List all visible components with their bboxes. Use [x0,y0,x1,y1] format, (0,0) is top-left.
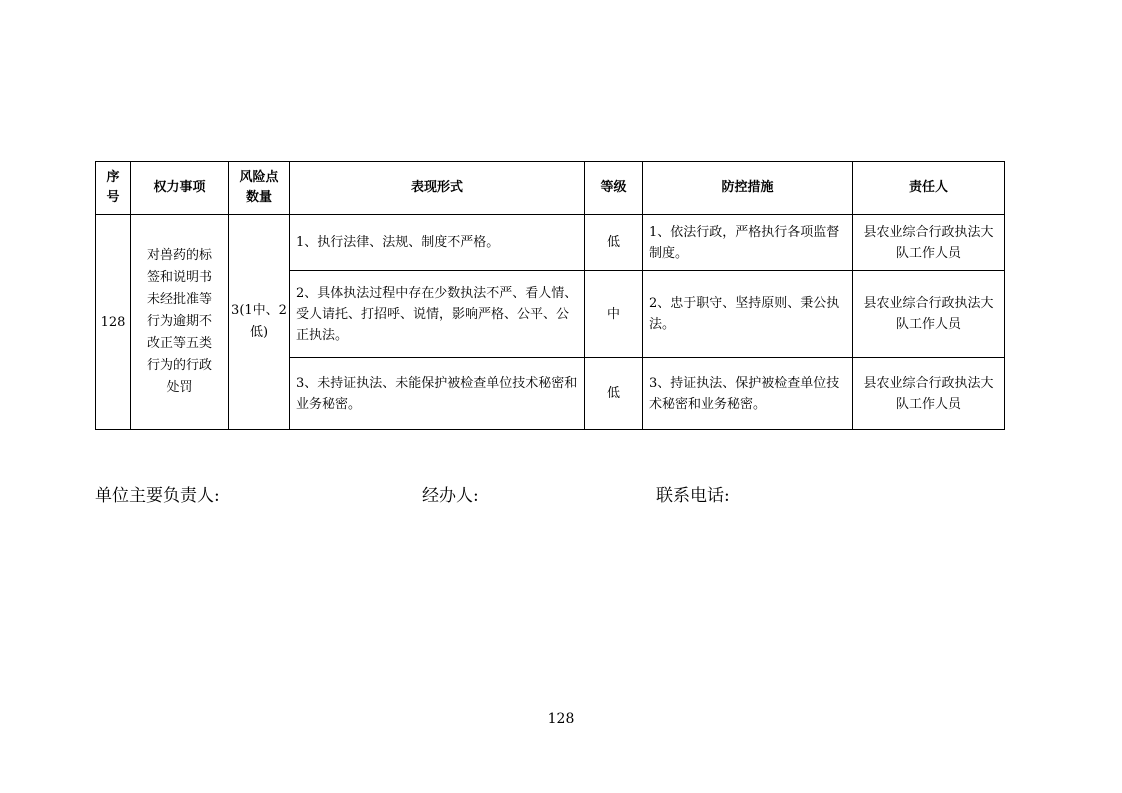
measures-cell: 2、忠于职守、坚持原则、秉公执法。 [643,271,853,358]
phone-label: 联系电话: [656,486,730,506]
manifestation-cell: 3、未持证执法、未能保护被检查单位技术秘密和业务秘密。 [290,358,585,430]
header-matter: 权力事项 [131,162,229,215]
header-responsible: 责任人 [853,162,1005,215]
responsible-cell: 县农业综合行政执法大队工作人员 [853,358,1005,430]
header-measures: 防控措施 [643,162,853,215]
measures-cell: 3、持证执法、保护被检查单位技术秘密和业务秘密。 [643,358,853,430]
responsible-cell: 县农业综合行政执法大队工作人员 [853,271,1005,358]
level-cell: 低 [585,358,643,430]
level-cell: 低 [585,215,643,271]
table-header-row [96,162,1005,215]
unit-head-label: 单位主要负责人: [95,486,220,506]
header-manifestation: 表现形式 [290,162,585,215]
page-number: 128 [547,711,575,727]
header-level: 等级 [585,162,643,215]
header-risk-count: 风险点数量 [229,162,290,215]
measures-cell: 1、依法行政，严格执行各项监督制度。 [643,215,853,271]
manifestation-cell: 2、具体执法过程中存在少数执法不严、看人情、受人请托、打招呼、说情，影响严格、公平、公正执法。 [290,271,585,358]
record-matter: 对兽药的标签和说明书未经批准等行为逾期不改正等五类行为的行政处罚 [131,215,229,430]
risk-control-table [95,161,1005,430]
responsible-cell: 县农业综合行政执法大队工作人员 [853,215,1005,271]
manifestation-cell: 1、执行法律、法规、制度不严格。 [290,215,585,271]
record-risk-count: 3(1中、2低) [229,215,290,430]
table-row [96,215,1005,271]
header-index: 序号 [96,162,131,215]
handler-label: 经办人: [422,486,479,506]
record-index: 128 [96,215,131,430]
level-cell: 中 [585,271,643,358]
